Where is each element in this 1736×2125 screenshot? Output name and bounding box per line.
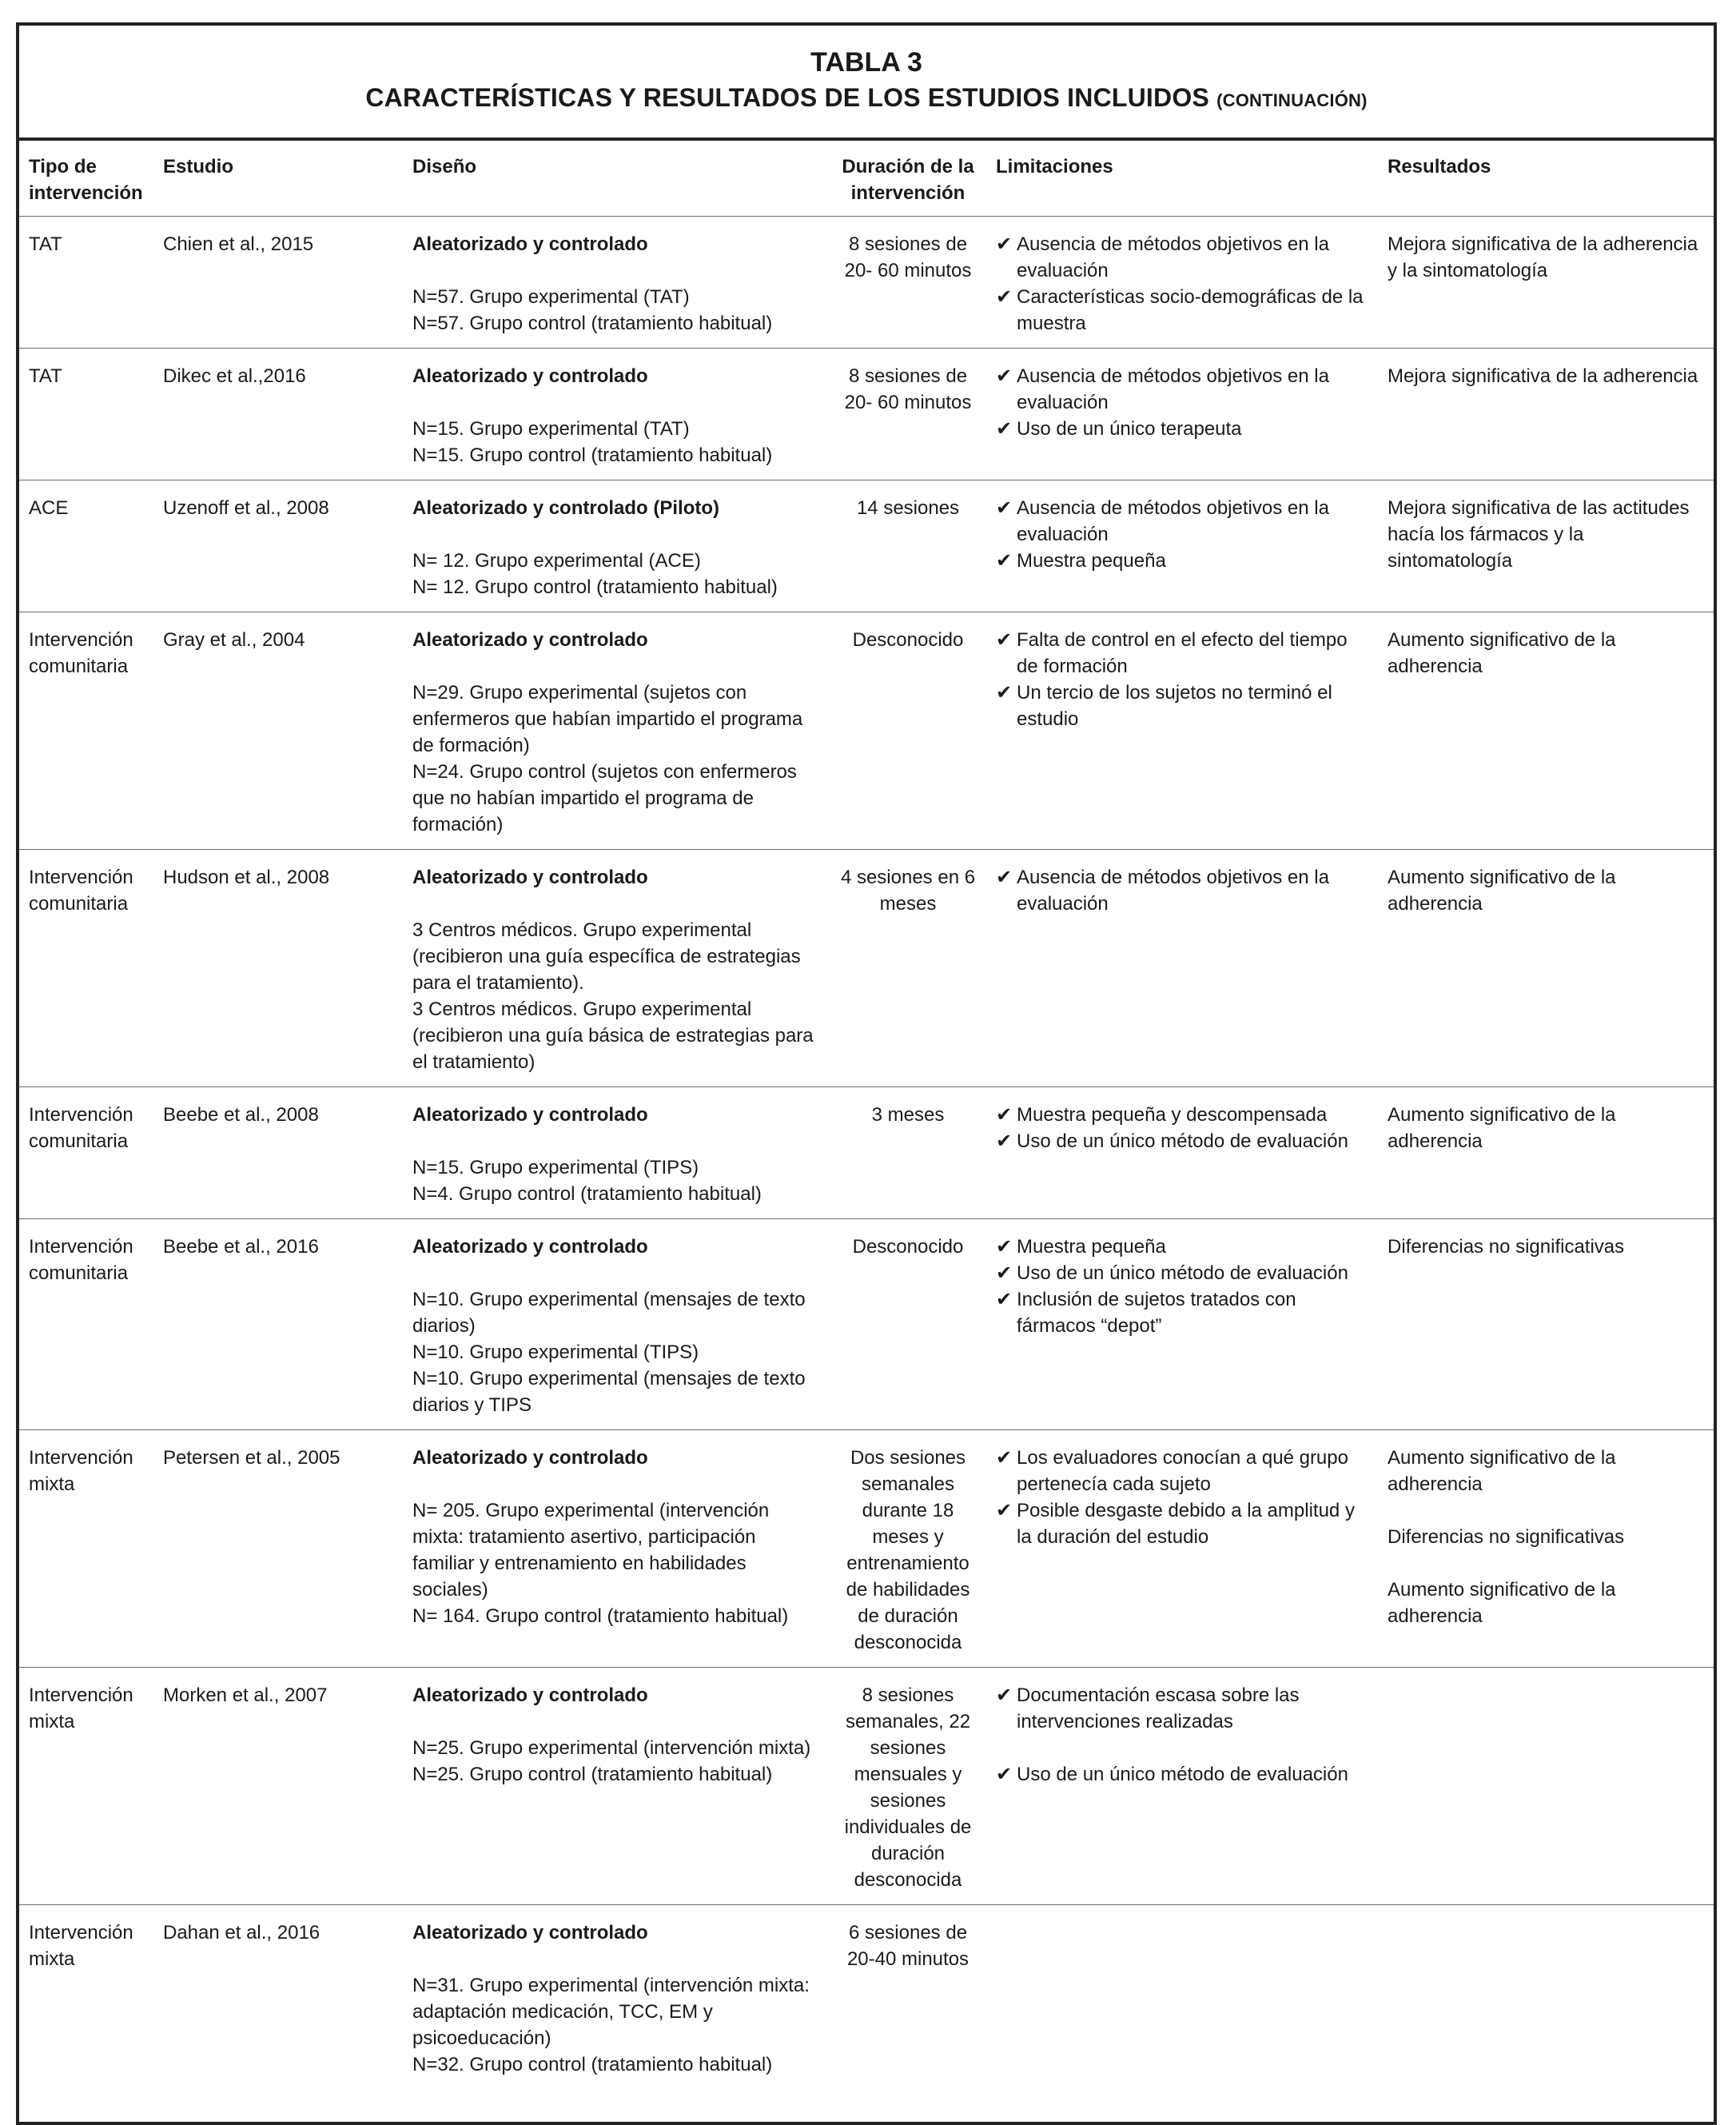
cell-tipo: Intervención mixta	[19, 1430, 153, 1668]
limitacion-item	[996, 284, 1372, 337]
limitaciones-list	[996, 1102, 1372, 1154]
checkmark-icon: ✔	[996, 867, 1013, 888]
diseno-type: Aleatorizado y controlado	[412, 1922, 648, 1944]
cell-resultados	[1378, 850, 1714, 1087]
cell-duracion: 6 sesiones de 20-40 minutos	[846, 1922, 970, 1970]
cell-estudio: Uzenoff et al., 2008	[153, 480, 403, 612]
checkmark-icon: ✔	[996, 286, 1013, 308]
header-row	[19, 141, 1714, 217]
limitaciones-list	[996, 495, 1372, 574]
limitacion-text: Uso de un único terapeuta	[1017, 418, 1242, 440]
header-resultados: Resultados	[1378, 141, 1714, 217]
table-frame	[16, 22, 1717, 2125]
caption-continuation: (CONTINUACIÓN)	[1216, 90, 1368, 110]
limitacion-text: Uso de un único método de evaluación	[1017, 1130, 1348, 1152]
resultado-text: Aumento significativo de la adherencia	[1388, 867, 1616, 915]
checkmark-icon: ✔	[996, 1447, 1013, 1469]
cell-duracion: Desconocido	[826, 612, 986, 850]
limitacion-text: Posible desgaste debido a la amplitud y la duración del estudio	[1017, 1500, 1355, 1548]
cell-tipo: Intervención mixta	[29, 1922, 133, 1970]
table-row	[19, 850, 1714, 1087]
cell-duracion: 8 sesiones semanales, 22 sesiones mensuales y sesiones individuales de duración desconocida	[826, 1668, 986, 1905]
diseno-type: Aleatorizado y controlado (Piloto)	[412, 497, 720, 519]
limitacion-item	[996, 1234, 1372, 1260]
cell-estudio: Beebe et al., 2008	[153, 1087, 403, 1219]
limitacion-text: Características socio-demográficas de la muestra	[1017, 286, 1364, 334]
cell-duracion: 3 meses	[826, 1087, 986, 1219]
cell-limitaciones	[986, 1668, 1378, 1905]
table-row	[19, 217, 1714, 349]
cell-duracion: Dos sesiones semanales durante 18 meses y entrenamiento de habilidades de duración desconocida	[826, 1430, 986, 1668]
cell-resultados	[1378, 1905, 1714, 2090]
cell-tipo: Intervención mixta	[19, 1668, 153, 1905]
limitacion-item	[996, 1445, 1372, 1497]
cell-duracion: 8 sesiones de 20- 60 minutos	[826, 217, 986, 349]
limitacion-text: Falta de control en el efecto del tiempo de formación	[1017, 629, 1348, 677]
diseno-group: N=31. Grupo experimental (intervención mixta: adaptación medicación, TCC, EM y psicoeducación)	[412, 1975, 810, 2049]
limitacion-item	[996, 1102, 1372, 1128]
limitacion-item	[996, 1286, 1372, 1339]
cell-limitaciones	[986, 850, 1378, 1087]
cell-resultados	[1378, 217, 1714, 349]
header-estudio: Estudio	[153, 141, 403, 217]
cell-diseno	[403, 217, 826, 349]
table-row	[19, 1430, 1714, 1668]
table-row	[19, 1905, 1714, 2090]
diseno-type: Aleatorizado y controlado	[412, 233, 648, 255]
header-limitaciones: Limitaciones	[986, 141, 1378, 217]
table-row	[19, 612, 1714, 850]
cell-limitaciones	[986, 349, 1378, 480]
cell-resultados	[1378, 1219, 1714, 1430]
cell-limitaciones	[986, 612, 1378, 850]
limitacion-text: Muestra pequeña y descompensada	[1017, 1104, 1328, 1126]
cell-tipo: ACE	[19, 480, 153, 612]
diseno-group: N=25. Grupo experimental (intervención mixta)	[412, 1737, 811, 1759]
checkmark-icon: ✔	[996, 497, 1013, 519]
limitacion-text: Ausencia de métodos objetivos en la evaluación	[1017, 497, 1329, 545]
cell-limitaciones	[986, 1430, 1378, 1668]
checkmark-icon: ✔	[996, 550, 1013, 572]
limitacion-text: Ausencia de métodos objetivos en la evaluación	[1017, 365, 1329, 413]
diseno-group: N= 205. Grupo experimental (intervención mixta: tratamiento asertivo, participación familiar y entrenamiento en habilidades sociales)	[412, 1500, 770, 1601]
checkmark-icon: ✔	[996, 1289, 1013, 1310]
cell-estudio: Chien et al., 2015	[153, 217, 403, 349]
cell-resultados	[1378, 1430, 1714, 1668]
limitaciones-list	[996, 1682, 1372, 1788]
diseno-type: Aleatorizado y controlado	[412, 867, 648, 888]
cell-resultados	[1378, 1087, 1714, 1219]
cell-limitaciones	[986, 1905, 1378, 2090]
diseno-group: N= 12. Grupo experimental (ACE)	[412, 550, 701, 572]
header-duracion: Duración de la intervención	[826, 141, 986, 217]
diseno-group: 3 Centros médicos. Grupo experimental (recibieron una guía básica de estrategias para el tratamiento)	[412, 999, 814, 1073]
resultado-text: Mejora significativa de la adherencia y la sintomatología	[1388, 233, 1698, 281]
limitacion-text: Ausencia de métodos objetivos en la evaluación	[1017, 233, 1329, 281]
diseno-group: N=25. Grupo control (tratamiento habitual)	[412, 1764, 773, 1785]
resultado-text: Aumento significativo de la adherencia	[1388, 1579, 1616, 1627]
cell-duracion: 14 sesiones	[826, 480, 986, 612]
resultado-text: Aumento significativo de la adherencia	[1388, 1447, 1616, 1495]
cell-diseno	[403, 1668, 826, 1905]
checkmark-icon: ✔	[996, 365, 1013, 387]
diseno-type: Aleatorizado y controlado	[412, 1236, 648, 1258]
cell-tipo: Intervención comunitaria	[19, 612, 153, 850]
limitacion-item	[996, 495, 1372, 548]
cell-duracion: Desconocido	[826, 1219, 986, 1430]
cell-limitaciones	[986, 480, 1378, 612]
checkmark-icon: ✔	[996, 1764, 1013, 1785]
limitacion-text: Uso de un único método de evaluación	[1017, 1764, 1348, 1785]
diseno-group: N=10. Grupo experimental (TIPS)	[412, 1342, 699, 1363]
cell-estudio: Gray et al., 2004	[153, 612, 403, 850]
limitacion-text: Ausencia de métodos objetivos en la evaluación	[1017, 867, 1329, 915]
diseno-type: Aleatorizado y controlado	[412, 1447, 648, 1469]
table-row	[19, 349, 1714, 480]
limitacion-item	[996, 627, 1372, 680]
diseno-group: N=15. Grupo control (tratamiento habitual)	[412, 445, 773, 466]
cell-tipo: Intervención comunitaria	[19, 1219, 153, 1430]
header-diseno: Diseño	[403, 141, 826, 217]
limitacion-item	[996, 680, 1372, 732]
cell-resultados	[1378, 349, 1714, 480]
diseno-group: N=24. Grupo control (sujetos con enfermeros que no habían impartido el programa de formación)	[412, 761, 797, 835]
diseno-group: N=57. Grupo experimental (TAT)	[412, 286, 690, 308]
table-row	[19, 1668, 1714, 1905]
table-row	[19, 1219, 1714, 1430]
limitaciones-list	[996, 363, 1372, 442]
checkmark-icon: ✔	[996, 233, 1013, 255]
cell-limitaciones	[986, 1087, 1378, 1219]
limitacion-item	[996, 363, 1372, 416]
resultado-text: Aumento significativo de la adherencia	[1388, 629, 1616, 677]
limitacion-item	[996, 1497, 1372, 1550]
limitacion-text: Los evaluadores conocían a qué grupo pertenecía cada sujeto	[1017, 1447, 1348, 1495]
resultado-text: Diferencias no significativas	[1388, 1236, 1625, 1258]
limitaciones-list	[996, 864, 1372, 917]
diseno-type: Aleatorizado y controlado	[412, 629, 648, 651]
limitacion-text: Muestra pequeña	[1017, 1236, 1166, 1258]
diseno-group: N=57. Grupo control (tratamiento habitual)	[412, 313, 773, 334]
resultado-text: Mejora significativa de la adherencia	[1388, 365, 1698, 387]
cell-diseno	[403, 349, 826, 480]
limitacion-item	[996, 1260, 1372, 1286]
cell-diseno	[403, 1087, 826, 1219]
checkmark-icon: ✔	[996, 1262, 1013, 1284]
limitacion-item	[996, 548, 1372, 574]
limitacion-item	[996, 416, 1372, 442]
cell-diseno	[403, 1219, 826, 1430]
diseno-group: N= 164. Grupo control (tratamiento habitual)	[412, 1605, 789, 1627]
checkmark-icon: ✔	[996, 1104, 1013, 1126]
checkmark-icon: ✔	[996, 682, 1013, 704]
limitacion-item	[996, 231, 1372, 284]
diseno-group: N=10. Grupo experimental (mensajes de texto diarios)	[412, 1289, 806, 1337]
limitaciones-list	[996, 231, 1372, 337]
checkmark-icon: ✔	[996, 629, 1013, 651]
checkmark-icon: ✔	[996, 1500, 1013, 1521]
resultado-text: Diferencias no significativas	[1388, 1526, 1625, 1548]
limitacion-text: Un tercio de los sujetos no terminó el estudio	[1017, 682, 1332, 730]
limitacion-item	[996, 1128, 1372, 1154]
cell-tipo: Intervención comunitaria	[19, 850, 153, 1087]
table-row	[19, 480, 1714, 612]
cell-tipo: TAT	[19, 349, 153, 480]
cell-estudio: Dikec et al.,2016	[153, 349, 403, 480]
cell-tipo: Intervención comunitaria	[19, 1087, 153, 1219]
diseno-group: N=10. Grupo experimental (mensajes de texto diarios y TIPS	[412, 1368, 806, 1416]
checkmark-icon: ✔	[996, 1684, 1013, 1706]
checkmark-icon: ✔	[996, 1236, 1013, 1258]
cell-estudio: Petersen et al., 2005	[153, 1430, 403, 1668]
studies-table	[19, 141, 1714, 2089]
diseno-type: Aleatorizado y controlado	[412, 1104, 648, 1126]
caption-main: CARACTERÍSTICAS Y RESULTADOS DE LOS ESTUDIOS INCLUIDOS	[365, 83, 1209, 112]
diseno-group: N=29. Grupo experimental (sujetos con enfermeros que habían impartido el programa de formación)	[412, 682, 803, 756]
resultado-text: Mejora significativa de las actitudes hacía los fármacos y la sintomatología	[1388, 497, 1690, 572]
diseno-group: N=15. Grupo experimental (TAT)	[412, 418, 690, 440]
limitacion-text: Documentación escasa sobre las intervenciones realizadas	[1017, 1684, 1300, 1732]
diseno-group: 3 Centros médicos. Grupo experimental (recibieron una guía específica de estrategias para el tratamiento).	[412, 919, 801, 994]
cell-estudio: Beebe et al., 2016	[153, 1219, 403, 1430]
cell-resultados	[1378, 612, 1714, 850]
cell-tipo: TAT	[19, 217, 153, 349]
cell-resultados	[1378, 1668, 1714, 1905]
diseno-type: Aleatorizado y controlado	[412, 365, 648, 387]
limitaciones-list	[996, 627, 1372, 732]
cell-estudio: Dahan et al., 2016	[163, 1922, 321, 1944]
diseno-group: N= 12. Grupo control (tratamiento habitual)	[412, 576, 778, 598]
diseno-group: N=4. Grupo control (tratamiento habitual)	[412, 1183, 762, 1205]
checkmark-icon: ✔	[996, 1130, 1013, 1152]
cell-diseno	[403, 612, 826, 850]
resultado-text: Aumento significativo de la adherencia	[1388, 1104, 1616, 1152]
cell-estudio: Morken et al., 2007	[153, 1668, 403, 1905]
cell-duracion: 4 sesiones en 6 meses	[826, 850, 986, 1087]
cell-estudio: Hudson et al., 2008	[153, 850, 403, 1087]
cell-limitaciones	[986, 1219, 1378, 1430]
cell-diseno	[403, 480, 826, 612]
limitacion-item	[996, 1682, 1372, 1735]
diseno-group: N=15. Grupo experimental (TIPS)	[412, 1157, 699, 1178]
cell-resultados	[1378, 480, 1714, 612]
diseno-group: N=32. Grupo control (tratamiento habitual)	[412, 2054, 773, 2075]
limitacion-item	[996, 1761, 1372, 1788]
cell-diseno	[403, 1905, 826, 2090]
table-number: TABLA 3	[810, 47, 922, 78]
table-title	[19, 26, 1714, 141]
cell-limitaciones	[986, 217, 1378, 349]
limitaciones-list	[996, 1234, 1372, 1339]
cell-diseno	[403, 850, 826, 1087]
limitacion-text: Muestra pequeña	[1017, 550, 1166, 572]
table-row	[19, 1087, 1714, 1219]
cell-diseno	[403, 1430, 826, 1668]
limitacion-text: Uso de un único método de evaluación	[1017, 1262, 1348, 1284]
table-caption	[365, 80, 1367, 118]
cell-duracion: 8 sesiones de 20- 60 minutos	[826, 349, 986, 480]
table-body	[19, 217, 1714, 2090]
limitacion-text: Inclusión de sujetos tratados con fármacos “depot”	[1017, 1289, 1296, 1337]
diseno-type: Aleatorizado y controlado	[412, 1684, 648, 1706]
limitacion-item	[996, 864, 1372, 917]
limitaciones-list	[996, 1445, 1372, 1550]
header-tipo: Tipo de intervención	[19, 141, 153, 217]
checkmark-icon: ✔	[996, 418, 1013, 440]
